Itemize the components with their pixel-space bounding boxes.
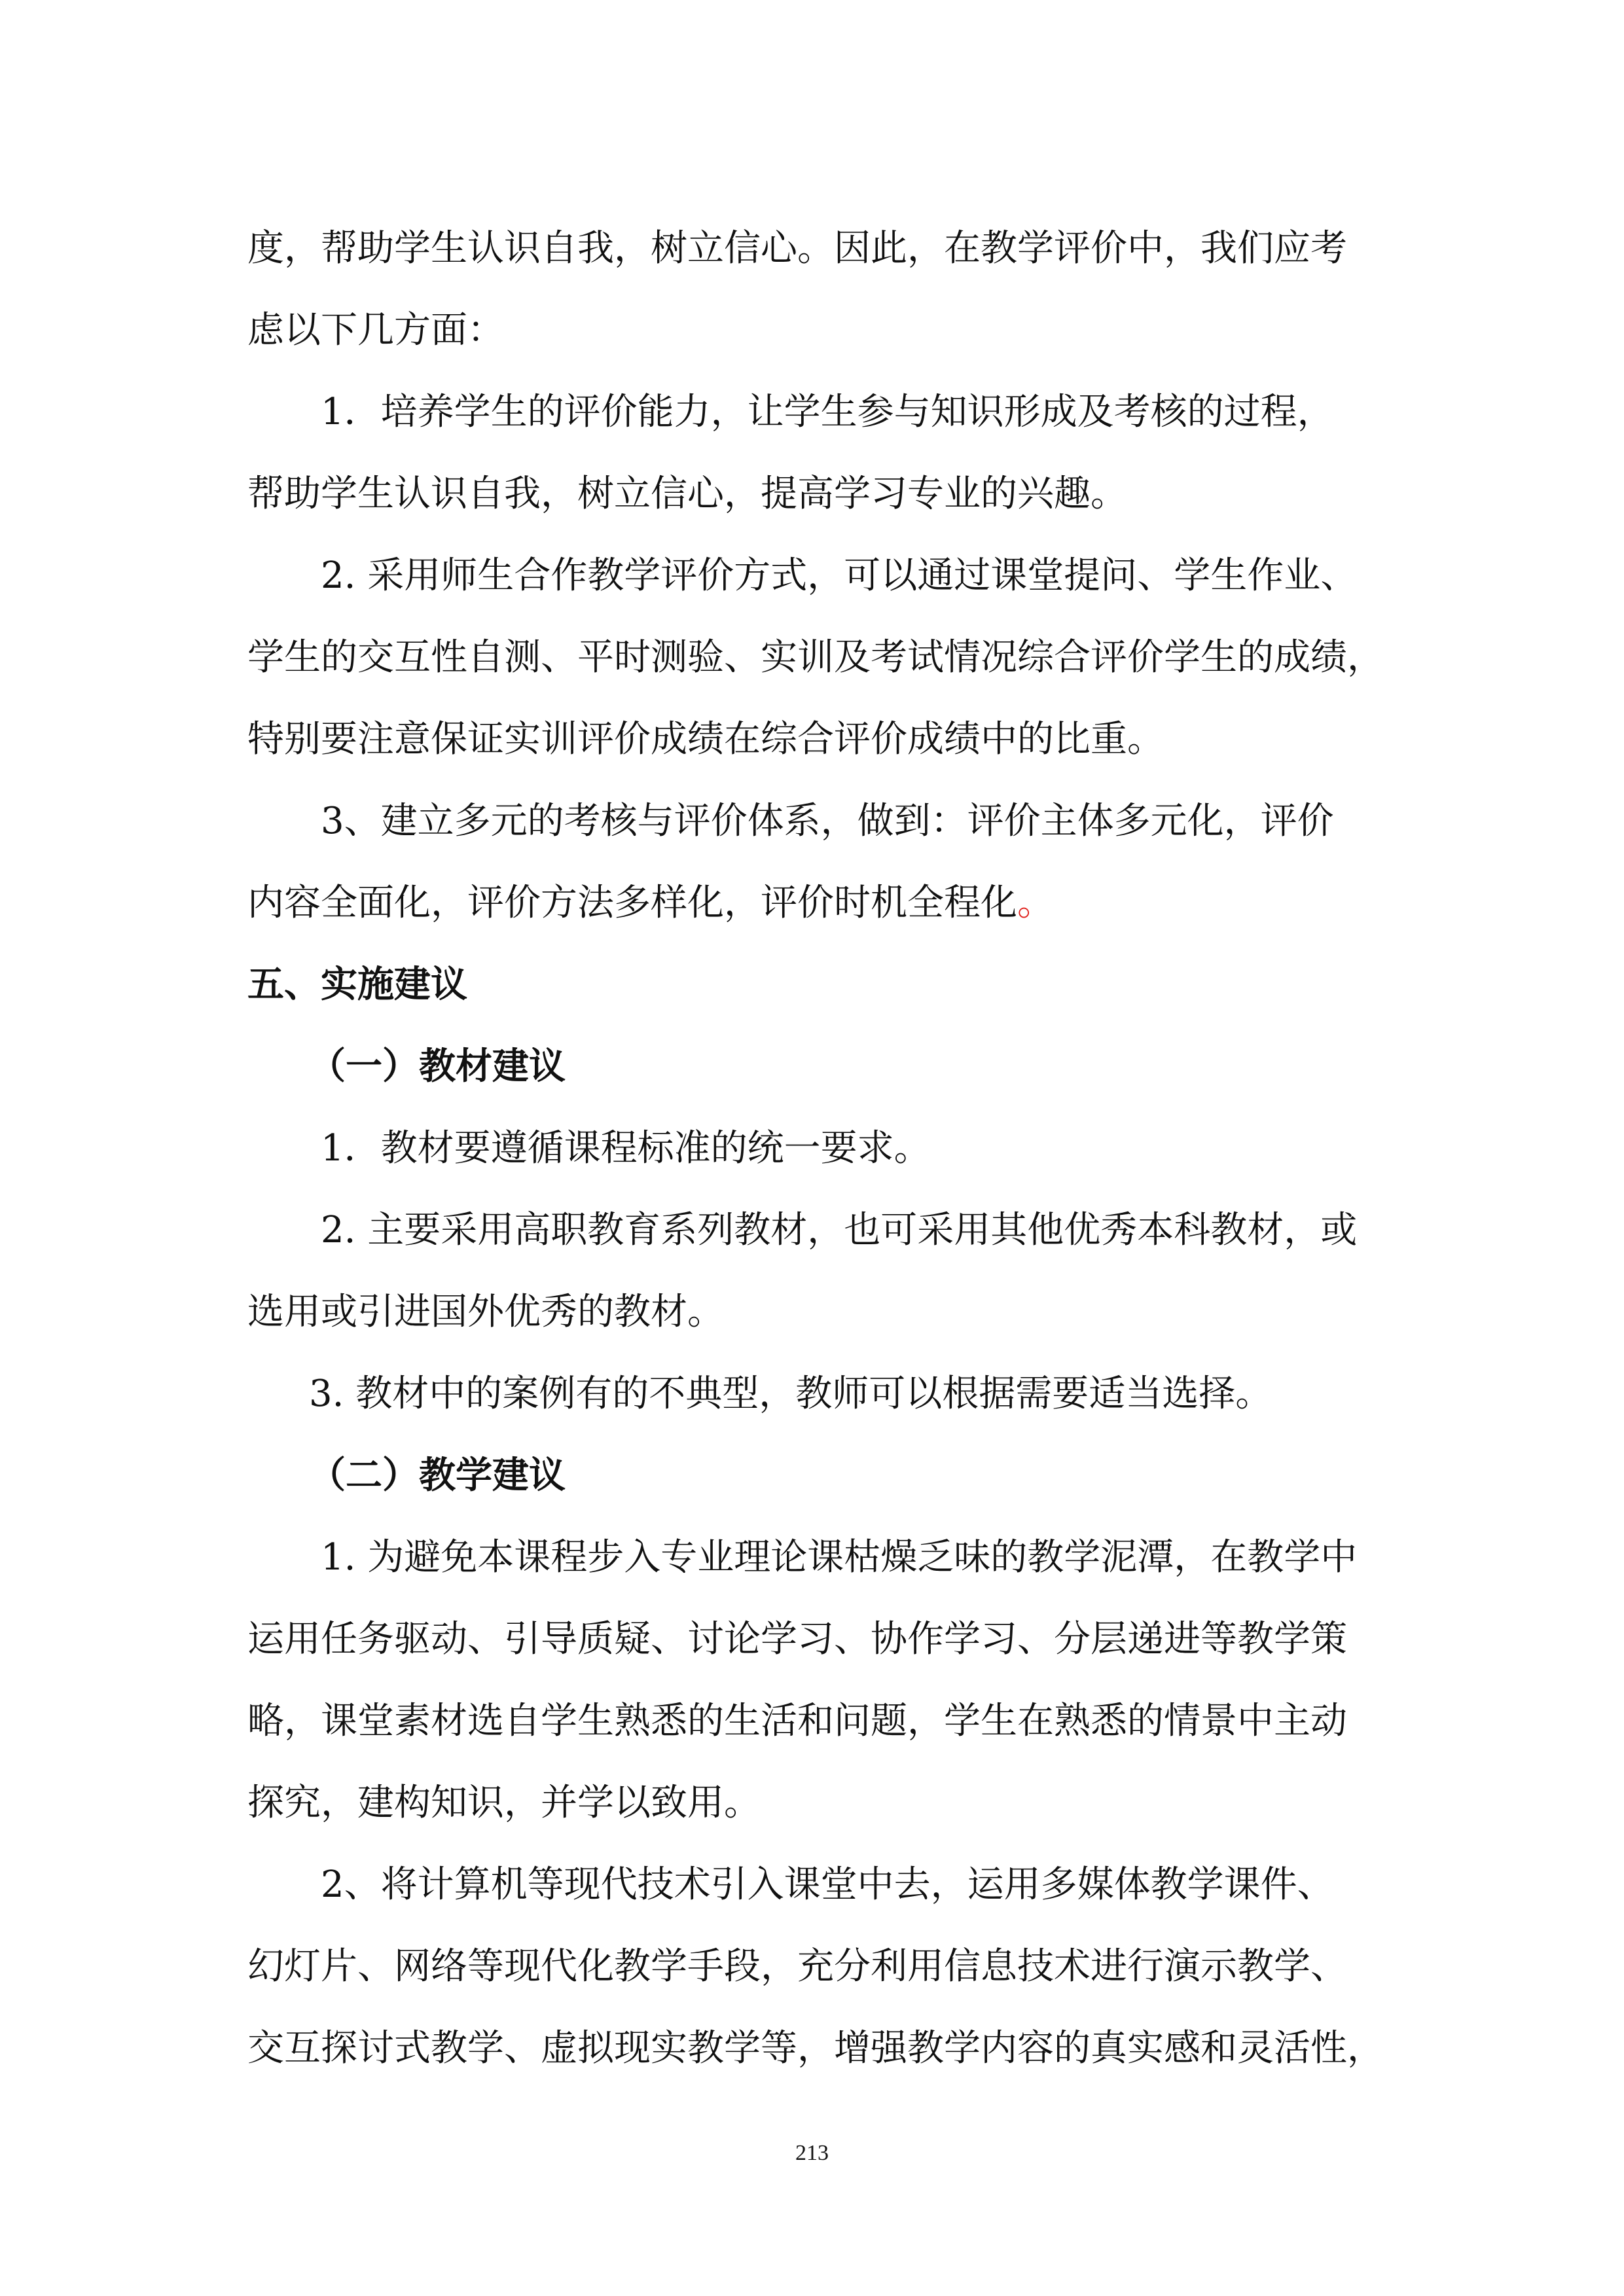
subsection-heading: （二）教学建议 — [309, 1454, 566, 1497]
paragraph-line: 虑以下几方面： — [247, 309, 504, 351]
red-period: 。 — [1017, 882, 1054, 924]
list-item-line: 1. 为避免本课程步入专业理论课枯燥乏味的教学泥潭，在教学中 — [321, 1536, 1358, 1579]
paragraph-line: 幻灯片、网络等现代化教学手段，充分利用信息技术进行演示教学、 — [247, 1945, 1347, 1988]
page-number: 213 — [795, 2141, 829, 2165]
paragraph-line: 运用任务驱动、引导质疑、讨论学习、协作学习、分层递进等教学策 — [247, 1618, 1347, 1660]
list-item-line: 3. 教材中的案例有的不典型，教师可以根据需要适当选择。 — [309, 1372, 1272, 1415]
paragraph-line: 帮助学生认识自我，树立信心，提高学习专业的兴趣。 — [247, 473, 1127, 515]
paragraph-line — [247, 874, 1399, 933]
list-item-line: 2. 主要采用高职教育系列教材，也可采用其他优秀本科教材，或 — [321, 1209, 1358, 1251]
list-item-line: 2. 采用师生合作教学评价方式，可以通过课堂提问、学生作业、 — [321, 554, 1358, 597]
paragraph-line: 度，帮助学生认识自我，树立信心。因此，在教学评价中，我们应考 — [247, 227, 1347, 270]
list-item-line: 1．教材要遵循课程标准的统一要求。 — [321, 1127, 931, 1170]
section-heading: 五、实施建议 — [247, 963, 467, 1006]
paragraph-text: 内容全面化，评价方法多样化，评价时机全程化 — [247, 882, 1017, 924]
paragraph-line: 略，课堂素材选自学生熟悉的生活和问题，学生在熟悉的情景中主动 — [247, 1700, 1347, 1742]
list-item-line: 2、将计算机等现代技术引入课堂中去，运用多媒体教学课件、 — [321, 1863, 1334, 1906]
paragraph-line: 交互探讨式教学、虚拟现实教学等，增强教学内容的真实感和灵活性， — [247, 2027, 1384, 2070]
paragraph-line: 选用或引进国外优秀的教材。 — [247, 1291, 724, 1333]
list-item-line: 1．培养学生的评价能力，让学生参与知识形成及考核的过程， — [321, 391, 1334, 433]
subsection-heading: （一）教材建议 — [309, 1045, 566, 1088]
paragraph-line: 特别要注意保证实训评价成绩在综合评价成绩中的比重。 — [247, 718, 1164, 761]
list-item-line: 3、建立多元的考核与评价体系，做到：评价主体多元化，评价 — [321, 800, 1334, 842]
paragraph-line: 学生的交互性自测、平时测验、实训及考试情况综合评价学生的成绩， — [247, 636, 1384, 679]
paragraph-line: 探究，建构知识，并学以致用。 — [247, 1782, 761, 1824]
